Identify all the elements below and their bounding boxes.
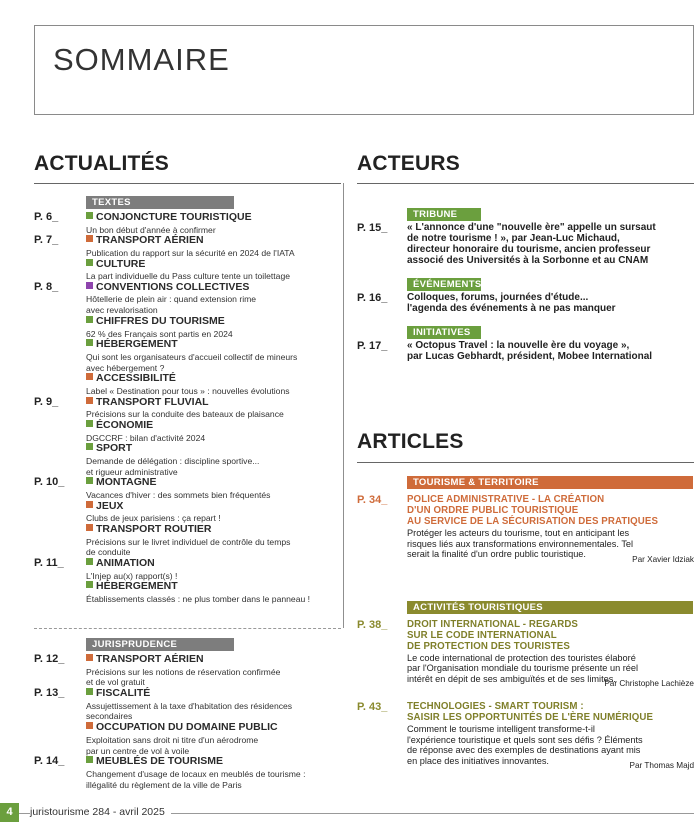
- article-summary: Comment le tourisme intelligent transforme-t-il: [407, 724, 595, 734]
- category-label: CONJONCTURE TOURISTIQUE: [96, 211, 252, 223]
- acteurs-text: « L'annonce d'une "nouvelle ère" appelle un sursaut: [407, 222, 656, 233]
- acteurs-text: de notre tourisme ! », par Jean-Luc Michaud,: [407, 233, 620, 244]
- article-summary: par l'Organisation mondiale du tourisme présente un réel: [407, 663, 639, 673]
- entry-description: Publication du rapport sur la sécurité en 2024 de l'IATA: [86, 247, 295, 258]
- category-label: OCCUPATION DU DOMAINE PUBLIC: [96, 721, 278, 734]
- category-title: [86, 258, 145, 270]
- entry-description: par un centre de vol à voile: [86, 745, 190, 756]
- entry-description: Établissements classés : ne plus tomber dans le panneau !: [86, 593, 311, 604]
- jurisprudence-separator: [34, 628, 341, 629]
- articles-group-label: ACTIVITÉS TOURISTIQUES: [407, 601, 693, 614]
- page-number: 4: [0, 803, 19, 822]
- category-title: [86, 500, 123, 512]
- category-title: [86, 580, 178, 592]
- entry-description: Précisions sur la conduite des bateaux de plaisance: [86, 409, 284, 420]
- publication-footer: juristourisme 284 - avril 2025: [30, 806, 171, 818]
- section-label: JURISPRUDENCE: [86, 638, 234, 651]
- category-label: ANIMATION: [96, 557, 155, 570]
- article-title: DE PROTECTION DES TOURISTES: [407, 640, 570, 652]
- category-marker: [86, 524, 93, 531]
- category-marker: [86, 501, 93, 508]
- category-title: [86, 338, 178, 350]
- category-marker: [86, 443, 93, 450]
- article-summary: en place des initiatives innovantes.: [407, 755, 549, 766]
- page-ref: P. 15_: [357, 222, 388, 234]
- entry-description: secondaires: [86, 711, 133, 722]
- category-label: ACCESSIBILITÉ: [96, 372, 176, 385]
- acteurs-heading: ACTEURS: [357, 152, 460, 175]
- page-ref: P. 10_: [34, 476, 65, 489]
- entry-description: Label « Destination pour tous » : nouvelles évolutions: [86, 385, 290, 396]
- category-title: [86, 755, 223, 767]
- category-label: JEUX: [96, 499, 124, 512]
- article-title: SAISIR LES OPPORTUNITÉS DE L'ÈRE NUMÉRIQUE: [407, 712, 654, 723]
- category-marker: [86, 282, 93, 289]
- articles-heading: ARTICLES: [357, 430, 464, 453]
- article-title: POLICE ADMINISTRATIVE - LA CRÉATION: [407, 494, 605, 505]
- actualites-heading: ACTUALITÉS: [34, 152, 169, 175]
- category-title: [86, 372, 176, 384]
- page-ref: P. 12_: [34, 653, 65, 665]
- category-marker: [86, 722, 93, 729]
- category-marker: [86, 756, 93, 763]
- articles-group-label: TOURISME & TERRITOIRE: [407, 476, 693, 489]
- article-title: SUR LE CODE INTERNATIONAL: [407, 629, 557, 641]
- actualites-rule: [34, 183, 341, 184]
- category-label: TRANSPORT ROUTIER: [96, 523, 212, 535]
- article-title: DROIT INTERNATIONAL - REGARDS: [407, 618, 578, 630]
- article-author: Par Christophe Lachièze: [604, 679, 694, 688]
- article-title: AU SERVICE DE LA SÉCURISATION DES PRATIQUES: [407, 516, 659, 527]
- section-label: TEXTES: [86, 196, 234, 209]
- entry-description: Vacances d'hiver : des sommets bien fréquentés: [86, 489, 271, 500]
- category-title: [86, 315, 225, 327]
- category-title: [86, 419, 153, 431]
- category-label: TRANSPORT AÉRIEN: [96, 653, 204, 665]
- category-title: [86, 396, 209, 408]
- acteurs-text: par Lucas Gebhardt, président, Mobee International: [407, 351, 653, 362]
- category-marker: [86, 654, 93, 661]
- category-marker: [86, 688, 93, 695]
- category-label: HÉBERGEMENT: [96, 338, 178, 351]
- category-label: FISCALITÉ: [96, 687, 151, 700]
- category-label: ÉCONOMIE: [96, 419, 154, 431]
- category-marker: [86, 316, 93, 323]
- acteurs-text: Colloques, forums, journées d'étude...: [407, 292, 589, 303]
- entry-description: et de vol gratuit: [86, 677, 145, 688]
- entry-description: Clubs de jeux parisiens : ça repart !: [86, 513, 221, 524]
- category-marker: [86, 212, 93, 219]
- page-ref: P. 16_: [357, 292, 388, 304]
- page-ref: P. 7_: [34, 234, 59, 247]
- category-label: TRANSPORT FLUVIAL: [96, 395, 209, 408]
- category-title: [86, 442, 132, 454]
- category-marker: [86, 339, 93, 346]
- entry-description: avec revalorisation: [86, 305, 158, 316]
- page-ref: P. 38_: [357, 618, 388, 631]
- category-marker: [86, 259, 93, 266]
- category-title: [86, 687, 150, 699]
- page-ref: P. 9_: [34, 395, 59, 408]
- article-summary: de réponse avec des exemples de destinations ayant mis: [407, 745, 641, 755]
- entry-description: 62 % des Français sont partis en 2024: [86, 328, 233, 339]
- page-ref: P. 14_: [34, 755, 65, 768]
- category-label: MEUBLÉS DE TOURISME: [96, 755, 223, 768]
- category-title: [86, 476, 156, 488]
- category-marker: [86, 581, 93, 588]
- page-ref: P. 8_: [34, 280, 59, 293]
- acteurs-text: directeur honoraire du tourisme, ancien professeur: [407, 244, 651, 255]
- category-title: [86, 211, 252, 223]
- entry-description: Exploitation sans droit ni titre d'un aérodrome: [86, 734, 259, 745]
- category-title: [86, 234, 204, 246]
- article-summary: serait la finalité d'un ordre public touristique.: [407, 549, 586, 559]
- category-label: CONVENTIONS COLLECTIVES: [96, 280, 250, 293]
- article-title: D'UN ORDRE PUBLIC TOURISTIQUE: [407, 505, 579, 516]
- acteurs-label: ÉVÉNEMENTS: [407, 278, 481, 291]
- entry-description: DGCCRF : bilan d'activité 2024: [86, 432, 206, 443]
- article-author: Par Xavier Idziak: [632, 554, 694, 564]
- article-title: TECHNOLOGIES - SMART TOURISM :: [407, 701, 584, 712]
- article-summary: intérêt en dépit de ses ambiguïtés et de ses limites.: [407, 673, 616, 684]
- category-title: [86, 557, 155, 569]
- category-marker: [86, 373, 93, 380]
- category-title: [86, 523, 212, 535]
- page-ref: P. 6_: [34, 211, 59, 223]
- articles-rule: [357, 462, 694, 463]
- category-marker: [86, 235, 93, 242]
- page-ref: P. 43_: [357, 701, 388, 713]
- category-title: [86, 721, 278, 733]
- entry-description: Un bon début d'année à confirmer: [86, 224, 216, 235]
- entry-description: Précisions sur les notions de réservation confirmée: [86, 666, 281, 677]
- title-box: [34, 25, 694, 115]
- article-summary: risques liés aux transformations environnementales. Tel: [407, 538, 634, 549]
- entry-description: La part individuelle du Pass culture tente un toilettage: [86, 271, 290, 282]
- category-title: [86, 281, 249, 293]
- entry-description: Changement d'usage de locaux en meublés de tourisme :: [86, 768, 306, 779]
- entry-description: Précisions sur le livret individuel de contrôle du temps: [86, 536, 291, 547]
- entry-description: et rigueur administrative: [86, 466, 178, 477]
- column-divider: [343, 183, 344, 628]
- category-label: SPORT: [96, 442, 133, 455]
- category-label: CULTURE: [96, 257, 146, 270]
- article-summary: Le code international de protection des touristes élaboré: [407, 652, 636, 663]
- category-label: TRANSPORT AÉRIEN: [96, 234, 204, 247]
- article-summary: Protéger les acteurs du tourisme, tout en anticipant les: [407, 528, 630, 538]
- entry-description: de conduite: [86, 547, 131, 558]
- category-marker: [86, 558, 93, 565]
- page-ref: P. 17_: [357, 340, 388, 352]
- page-ref: P. 11_: [34, 557, 64, 570]
- acteurs-label: TRIBUNE: [407, 208, 481, 221]
- acteurs-label: INITIATIVES: [407, 326, 481, 339]
- category-label: HÉBERGEMENT: [96, 580, 178, 593]
- entry-description: Hôtellerie de plein air : quand extension rime: [86, 294, 257, 305]
- entry-description: Demande de délégation : discipline sportive...: [86, 455, 260, 466]
- category-marker: [86, 397, 93, 404]
- category-label: CHIFFRES DU TOURISME: [96, 315, 225, 327]
- category-marker: [86, 420, 93, 427]
- entry-description: L'Injep au(x) rapport(s) !: [86, 570, 178, 581]
- article-author: Par Thomas Majd: [629, 761, 694, 770]
- category-marker: [86, 477, 93, 484]
- article-summary: l'expérience touristique et quels sont ses défis ? Éléments: [407, 734, 643, 745]
- entry-description: Qui sont les organisateurs d'accueil collectif de mineurs: [86, 351, 298, 362]
- acteurs-rule: [357, 183, 694, 184]
- page-ref: P. 13_: [34, 687, 65, 700]
- entry-description: avec hébergement ?: [86, 362, 165, 373]
- entry-description: illégalité du règlement de la ville de Paris: [86, 779, 242, 790]
- entry-description: Assujettissement à la taxe d'habitation des résidences: [86, 700, 293, 711]
- category-title: [86, 653, 204, 665]
- page-ref: P. 34_: [357, 494, 388, 506]
- acteurs-text: « Octopus Travel : la nouvelle ère du voyage »,: [407, 340, 630, 351]
- acteurs-text: associé des Universités à la Sorbonne et au CNAM: [407, 255, 649, 266]
- page-title: SOMMAIRE: [53, 42, 230, 77]
- acteurs-text: l'agenda des événements à ne pas manquer: [407, 303, 616, 314]
- category-label: MONTAGNE: [96, 476, 157, 489]
